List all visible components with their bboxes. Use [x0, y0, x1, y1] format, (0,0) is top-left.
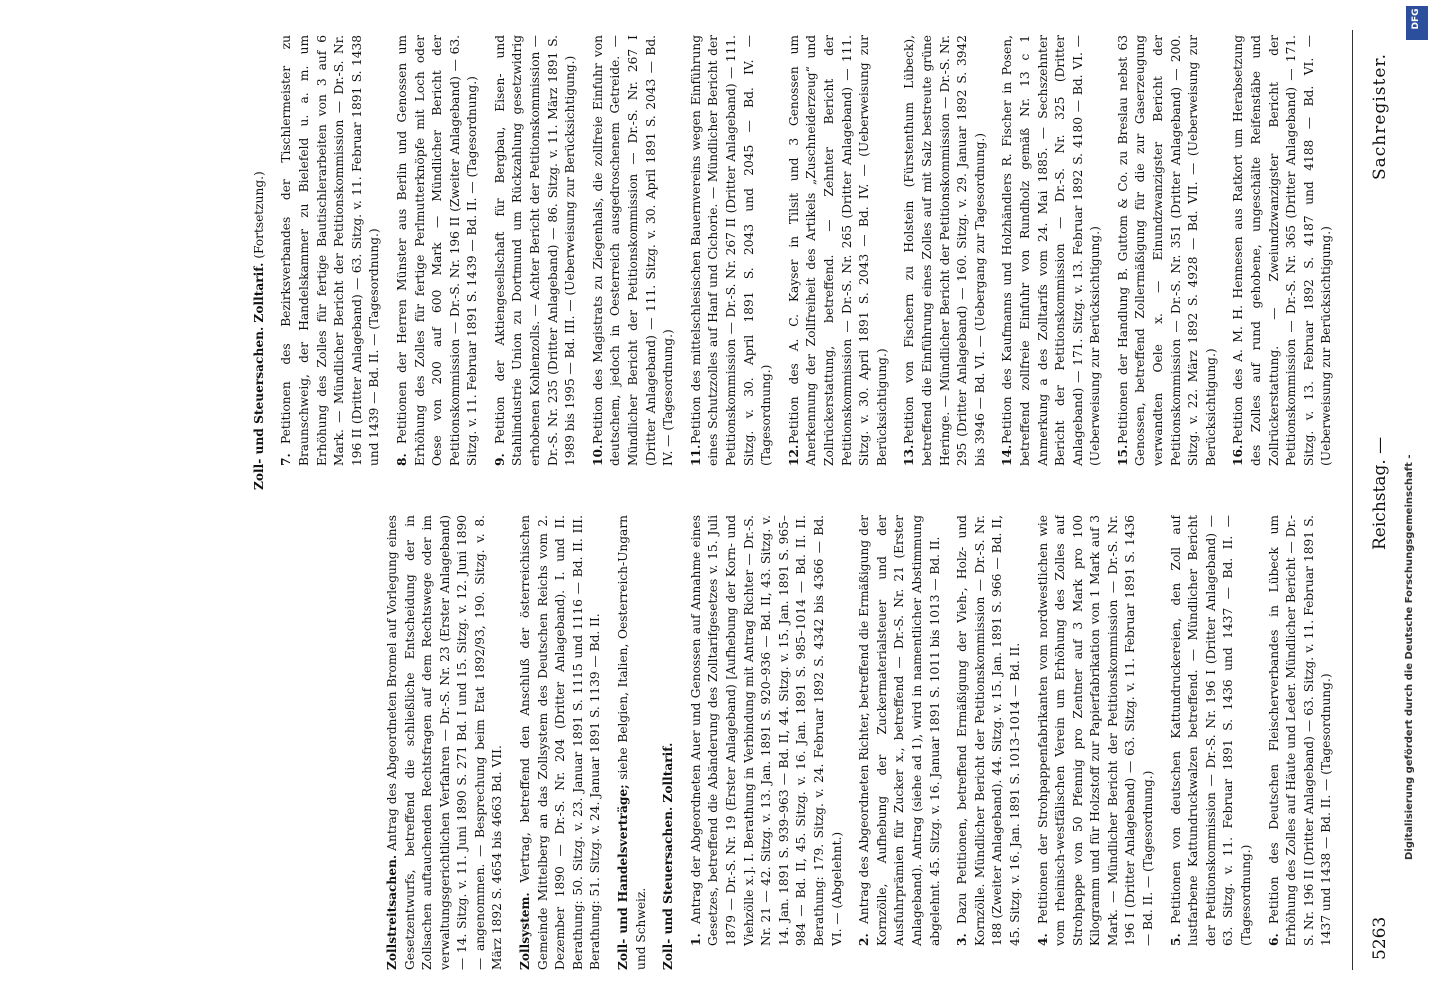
entry-number: 13.	[902, 444, 917, 466]
right-running-title: Sachregister.	[1370, 52, 1390, 180]
register-entry	[1035, 515, 1158, 970]
register-entry	[394, 35, 482, 490]
register-entry	[954, 515, 1024, 970]
digitization-note-text: Digitalisierung gefördert durch die Deutsche Forschungsgemeinschaft -	[1404, 454, 1415, 860]
entry-text: Petition des Kaufmanns und Holzhändlers R. Fischer in Posen, betreffend zollfreie Einfuhr von Rundholz gemäß Nr. 13 c 1 Anmerkung a des Zolltarifs vom 24. Mai 1885. — Sechszehnter Bericht der Petitionskommission — Dr.-S. Nr. 325 (Dritter Anlageband) — 171. Sitzg. v. 13. Februar 1892 S. 4180 — Bd. VI. — (Ueberweisung zur Berücksichtigung.)	[1000, 35, 1103, 466]
text-columns	[18, 30, 1346, 970]
entry-text: Petition von Fischern zu Holstein (Fürstenthum Lübeck), betreffend die Einführung eines Zolles auf mit Salz bestreute grüne Heringe. — Mündlicher Bericht der Petitionskommission — Dr.-S. Nr. 295 (Dritter Anlageband) — 160. Sitzg. v. 29. Januar 1892 S. 3942 bis 3946 — Bd. VI. — (Uebergang zur Tagesordnung.)	[902, 35, 987, 466]
dfg-logo-text: DFG	[1411, 8, 1421, 30]
register-entry	[1168, 515, 1256, 970]
entry-number: 10.	[590, 444, 605, 466]
page-number: 5263	[1370, 916, 1390, 960]
entry-text: (Fortsetzung.)	[251, 171, 266, 259]
entry-text: Petitionen der Herren Münster aus Berlin und Genossen um Erhöhung des Zolles für fertige Perlmutterknöpfe mit Loch oder Oese von 200 auf 600 Mark — Mündlicher Bericht der Petitionskommission — Dr.-S. Nr. 196 II (Zweiter Anlageband) — 63. Sitzg. v. 11. Februar 1891 S. 1439 — Bd. II. — (Tagesordnung.)	[394, 35, 480, 466]
register-entry	[384, 515, 507, 970]
entry-text: Petitionen der Handlung B. Guttom & Co. zu Breslau nebst 63 Genossen, betreffend Zollermäßigung für die zur Gaserzeugung verwandten Oele x. — Einundzwanzigster Bericht der Petitionskommission — Dr.-S. Nr. 351 (Dritter Anlageband) — 200. Sitzg. v. 22. März 1892 S. 4928 — Bd. VII. — (Ueberweisung zur Berücksichtigung.)	[1115, 35, 1218, 466]
right-column-entries	[251, 35, 1346, 490]
register-entry	[1266, 515, 1336, 970]
header-rule	[1352, 30, 1353, 970]
dfg-logo	[1406, 6, 1428, 40]
entry-number: 15.	[1115, 444, 1130, 466]
entry-number: 11.	[688, 444, 703, 466]
entry-number: 9.	[492, 453, 507, 466]
entry-number: 2.	[857, 933, 872, 946]
entry-text: Petition der Aktiengesellschaft für Bergbau, Eisen- und Stahlindustrie Union zu Dortmund um Rückzahlung gesetzwidrig erhobenen Kohlenzolls. — Achter Bericht der Petitionskommission — Dr.-S. Nr. 235 (Dritter Anlageband) — 86. Sitzg. v. 11. März 1891 S. 1989 bis 1995 — Bd. III. — (Ueberweisung zur Berücksichtigung.)	[492, 35, 578, 466]
entry-number: 4.	[1035, 933, 1050, 946]
entry-number: 16.	[1231, 444, 1246, 466]
entry-number: 3.	[955, 933, 970, 946]
entry-number: 12.	[786, 444, 801, 466]
left-column	[18, 515, 1346, 970]
rotated-page-content	[6, 0, 1406, 1000]
entry-text: Vertrag, betreffend den Anschluß der österreichischen Gemeinde Mittelberg an das Zollsystem des Deutschen Reichs vom 2. Dezember 1890 — Dr.-S. Nr. 204 (Dritter Anlageband). I. und II. Berathung: 50. Sitzg. v. 23. Januar 1891 S. 1115 und 1116 — Bd. II. III. Berathung: 51. Sitzg. v. 24. Januar 1891 S. 1139 — Bd. II.	[518, 515, 603, 970]
entry-text: Petition des Magistrats zu Ziegenhals, die zollfreie Einfuhr von deutschem, jedoch in Oesterreich ausgedroschenem Getreide. — Mündlicher Bericht der Petitionskommission — Dr.-S. Nr. 267 I (Dritter Anlageband) — 111. Sitzg. v. 30. April 1891 S. 2043 — Bd. IV. — (Tagesordnung.)	[590, 35, 676, 466]
entry-text: Petitionen von deutschen Kattundruckereien, den Zoll auf lustfarbene Kattundruckwalzen betreffend. — Mündlicher Bericht der Petitionskommission — Dr.-S. Nr. 196 I (Dritter Anlageband) — 63. Sitzg. v. 11. Februar 1891 S. 1436 und 1437 — Bd. II. — (Tagesordnung.)	[1168, 515, 1254, 946]
entry-heading: Zoll- und Handelsverträge;	[616, 784, 631, 970]
entry-text: Antrag des Abgeordneten Bromel auf Vorlegung eines Gesetzentwurfs, betreffend die schließliche Entscheidung der in Zollsachen auftauchenden Rechtsfragen auf dem Rechtswege oder im verwaltungsgerichtlichen Verfahren — Dr.-S. Nr. 23 (Erster Anlageband) — 14. Sitzg. v. 11. Juni 1890 S. 271 Bd. I und 15. Sitzg. v. 12. Juni 1890 — angenommen. — Besprechung beim Etat 1892/93, 190. Sitzg. v. 8. März 1892 S. 4654 bis 4663 Bd. VII.	[384, 515, 505, 970]
entry-text: Antrag des Abgeordneten Richter, betreffend die Ermäßigung der Kornzölle, Aufhebung der Zuckermaterialsteuer und der Ausfuhrprämien für Zucker x., betreffend — Dr.-S. Nr. 21 (Erster Anlageband). Antrag (siehe ad 1), wird in namentlicher Abstimmung abgelehnt. 45. Sitzg. v. 16. Januar 1891 S. 1011 bis 1013 — Bd. II.	[857, 515, 942, 946]
entry-text: Petition des mittelschlesischen Bauernvereins wegen Einführung eines Schutzzolles auf Hanf und Cichorie. — Mündlicher Bericht der Petitionskommission — Dr.-S. Nr. 267 II (Dritter Anlageband) — 111. Sitzg. v. 30. April 1891 S. 2043 und 2045 — Bd. IV. — (Tagesordnung.)	[688, 35, 774, 466]
register-entry	[688, 35, 776, 490]
register-entry	[517, 515, 605, 970]
entry-number: 7.	[279, 453, 294, 466]
entry-heading: Zollstreitsachen.	[384, 854, 399, 970]
entry-number: 8.	[394, 453, 409, 466]
entry-heading: Zoll- und Steuersachen. Zolltarif.	[251, 262, 266, 490]
entry-number: 6.	[1266, 933, 1281, 946]
entry-heading: Zoll- und Steuersachen. Zolltarif.	[661, 742, 676, 970]
entry-text: siehe Belgien, Italien, Oesterreich-Ungarn und Schweiz.	[616, 515, 648, 970]
register-entry	[278, 35, 384, 490]
register-entry	[1115, 35, 1221, 490]
register-entry	[1230, 35, 1336, 490]
entry-number: 5.	[1168, 933, 1183, 946]
entry-heading: Zollsystem.	[518, 892, 533, 970]
register-entry	[251, 35, 269, 490]
entry-text: Antrag der Abgeordneten Auer und Genossen auf Annahme eines Gesetzes, betreffend die Abänderung des Zolltarifgesetzes v. 15. Juli 1879 — Dr.-S. Nr. 19 (Erster Anlageband) [Aufhebung der Korn- und Viehzölle x.]. I. Berathung in Verbindung mit Antrag Richter — Dr.-S. Nr. 21 — 42. Sitzg. v. 13. Jan. 1891 S. 920–936 — Bd. II, 43. Sitzg. v. 14. Jan. 1891 S. 939–963 — Bd. II, 44. Sitzg. v. 15. Jan. 1891 S. 965–984 — Bd. II, 45. Sitzg. v. 16. Jan. 1891 S. 985–1014 — Bd. II. II. Berathung: 179. Sitzg. v. 24. Februar 1892 S. 4342 bis 4366 — Bd. VI. — (Abgelehnt.)	[688, 515, 844, 946]
register-entry	[786, 35, 892, 490]
entry-text: Petition des A. C. Kayser in Tilsit und 3 Genossen um Anerkennung der Zollfreiheit des Artikels „Zuschneiderzeug“ und Zollrückerstattung, betreffend. — Zehnter Bericht der Petitionskommission — Dr.-S. Nr. 265 (Dritter Anlageband) — 111. Sitzg. v. 30. April 1891 S. 2043 — Bd. IV. — (Ueberweisung zur Berücksichtigung.)	[786, 35, 889, 466]
register-entry	[901, 35, 989, 490]
entry-text: Dazu Petitionen, betreffend Ermäßigung der Vieh-, Holz- und Kornzölle. Mündlicher Bericht der Petitionskommission — Dr.-S. Nr. 188 (Zweiter Anlageband). 44. Sitzg. v. 15. Jan. 1891 S. 966 — Bd. II, 45. Sitzg. v. 16. Jan. 1891 S. 1013–1014 — Bd. II.	[955, 515, 1022, 946]
entry-text: Petition des A. M. H. Hennesen aus Ratkort um Herabsetzung des Zolles auf rund gehobene, ungeschälte Reifenstäbe und Zollrückerstattung. — Zweiundzwanzigster Bericht der Petitionskommission — Dr.-S. Nr. 365 (Dritter Anlageband) — 171. Sitzg. v. 13. Februar 1892 S. 4187 und 4188 — Bd. VI. — (Ueberweisung zur Berücksichtigung.)	[1231, 35, 1334, 466]
entry-text: Petitionen des Bezirksverbandes der Tischlermeister zu Braunschweig, der Handelskammer zu Bielefeld u. a. m. um Erhöhung des Zolles für fertige Bautischlerarbeiten von 3 auf 6 Mark. — Mündlicher Bericht der Petitionskommission — Dr.-S. Nr. 196 II (Dritter Anlageband) — 63. Sitzg. v. 11. Februar 1891 S. 1438 und 1439 — Bd. II. — (Tagesordnung.)	[279, 35, 382, 466]
register-entry	[688, 515, 846, 970]
entry-number: 14.	[1000, 444, 1015, 466]
entry-number: 1.	[688, 933, 703, 946]
register-entry	[660, 515, 678, 970]
right-column	[18, 35, 1346, 490]
entry-text: Petition des Deutschen Fleischerverbandes in Lübeck um Erhöhung des Zolles auf Häute und Leder. Mündlicher Bericht — Dr.-S. Nr. 196 II (Dritter Anlageband) — 63. Sitzg. v. 11. Februar 1891 S. 1437 und 1438 — Bd. II. — (Tagesordnung.)	[1266, 515, 1334, 946]
register-entry	[590, 35, 678, 490]
register-entry	[492, 35, 580, 490]
register-entry	[999, 35, 1105, 490]
register-entry	[856, 515, 944, 970]
register-entry	[615, 515, 650, 970]
left-running-title: Reichstag. —	[1370, 436, 1390, 550]
entry-text: Petitionen der Strohpappenfabrikanten vom nordwestlichen wie vom rheinisch-westfälischen Verein um Erhöhung des Zolles auf Strohpappe von 50 Pfennig pro Zentner auf 3 Mark pro 100 Kilogramm und für Holzstoff zur Papierfabrikation von 1 Mark auf 3 Mark. — Mündlicher Bericht der Petitionskommission — Dr.-S. Nr. 196 I (Dritter Anlageband) — 63. Sitzg. v. 11. Februar 1891 S. 1436 — Bd. II. — (Tagesordnung.)	[1035, 515, 1156, 946]
running-head	[1358, 30, 1398, 970]
digitization-note	[1404, 454, 1428, 860]
left-column-entries	[384, 515, 1346, 970]
